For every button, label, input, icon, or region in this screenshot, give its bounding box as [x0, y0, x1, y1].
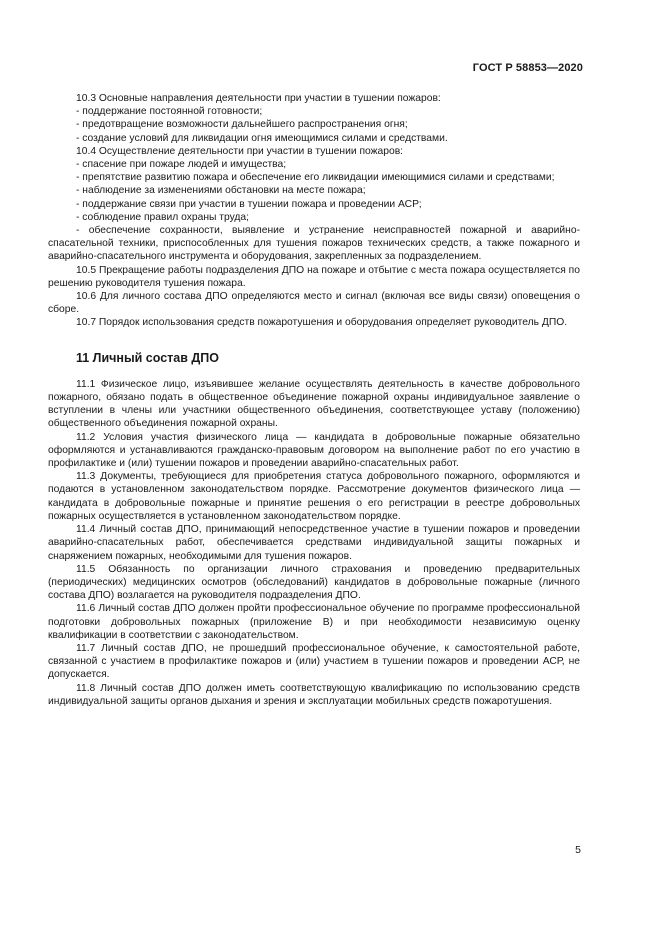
clause-11-5: 11.5 Обязанность по организации личного страхования и проведению предварительных (периодических) медицинских осмотров (обследований) кандидатов в добровольные пожарные (личного состава ДПО) возлагается на руководителя подразделения ДПО.	[48, 563, 580, 602]
list-item: - обеспечение сохранности, выявление и устранение неисправностей пожарной и аварийно-спасательной техники, приспособленных для тушения пожаров технических средств, а также пожарного и аварийно-спасательного инструмента и оборудования, закрепленных за подразделением.	[48, 225, 580, 263]
page-body	[48, 92, 580, 708]
page-number: 5	[575, 844, 581, 856]
clause-11-8: 11.8 Личный состав ДПО должен иметь соответствующую квалификацию по использованию средств индивидуальной защиты органов дыхания и зрения и эксплуатации мобильных средств пожаротушения.	[48, 682, 580, 707]
section-title: 11 Личный состав ДПО	[76, 350, 219, 365]
clause-10-4: 10.4 Осуществление деятельности при участии в тушении пожаров:	[76, 145, 404, 157]
list-item: - наблюдение за изменениями обстановки на месте пожара;	[76, 185, 366, 197]
clause-11-2: 11.2 Условия участия физического лица — кандидата в добровольные пожарные обязательно оформляются и устанавливаются гражданско-правовым договором на выполнение работ по его участию в профилактике и (или) тушении пожаров и проведении аварийно-спасательных работ.	[48, 431, 580, 470]
clause-11-7: 11.7 Личный состав ДПО, не прошедший профессиональное обучение, к самостоятельной работе, связанной с участием в профилактике пожаров и (или) участием в тушении пожаров и проведении АСР, не допускается.	[48, 642, 580, 681]
clause-10-3: 10.3 Основные направления деятельности при участии в тушении пожаров:	[76, 93, 441, 104]
list-item: - препятствие развитию пожара и обеспечение его ликвидации имеющимися силами и средствами;	[76, 172, 555, 184]
clause-10-6: 10.6 Для личного состава ДПО определяются место и сигнал (включая все виды связи) оповещения о сборе.	[48, 291, 580, 316]
list-item: - поддержание постоянной готовности;	[76, 106, 263, 118]
document-header: ГОСТ Р 58853—2020	[472, 62, 583, 74]
list-item: - соблюдение правил охраны труда;	[76, 211, 249, 223]
list-item: - создание условий для ликвидации огня имеющимися силами и средствами.	[76, 132, 448, 144]
clause-11-6: 11.6 Личный состав ДПО должен пройти профессиональное обучение по программе профессиональной подготовки добровольных пожарных (приложение В) и при необходимости независимую оценку квалификации в соответствии с законодательством.	[48, 603, 580, 641]
clause-11-3: 11.3 Документы, требующиеся для приобретения статуса добровольного пожарного, оформляются и подаются в установленном законодательством порядке. Рассмотрение документов физического лица — кандидата в добровольные пожарные и принятие решения о его регистрации в реестре добровольных пожарных осуществляется в установленном законодательством порядке.	[48, 471, 580, 522]
clause-11-1: 11.1 Физическое лицо, изъявившее желание осуществлять деятельность в качестве добровольного пожарного, обязано подать в общественное объединение пожарной охраны индивидуальное заявление о вступлении в члены или участники общественного объединения, соответствующее уставу (положению) общественного объединения пожарной охраны.	[48, 378, 580, 430]
clause-10-5: 10.5 Прекращение работы подразделения ДПО на пожаре и отбытие с места пожара осуществляется по решению руководителя тушения пожара.	[48, 264, 580, 289]
clause-10-7: 10.7 Порядок использования средств пожаротушения и оборудования определяет руководитель ДПО.	[76, 317, 568, 329]
clause-11-4: 11.4 Личный состав ДПО, принимающий непосредственное участие в тушении пожаров и проведении аварийно-спасательных работ, обеспечивается средствами индивидуальной защиты пожарных и снаряжением пожарных, необходимыми для тушения пожаров.	[48, 524, 580, 562]
list-item: - предотвращение возможности дальнейшего распространения огня;	[76, 119, 408, 131]
list-item: - спасение при пожаре людей и имущества;	[76, 159, 287, 171]
list-item: - поддержание связи при участии в тушении пожара и проведении АСР;	[76, 198, 422, 210]
